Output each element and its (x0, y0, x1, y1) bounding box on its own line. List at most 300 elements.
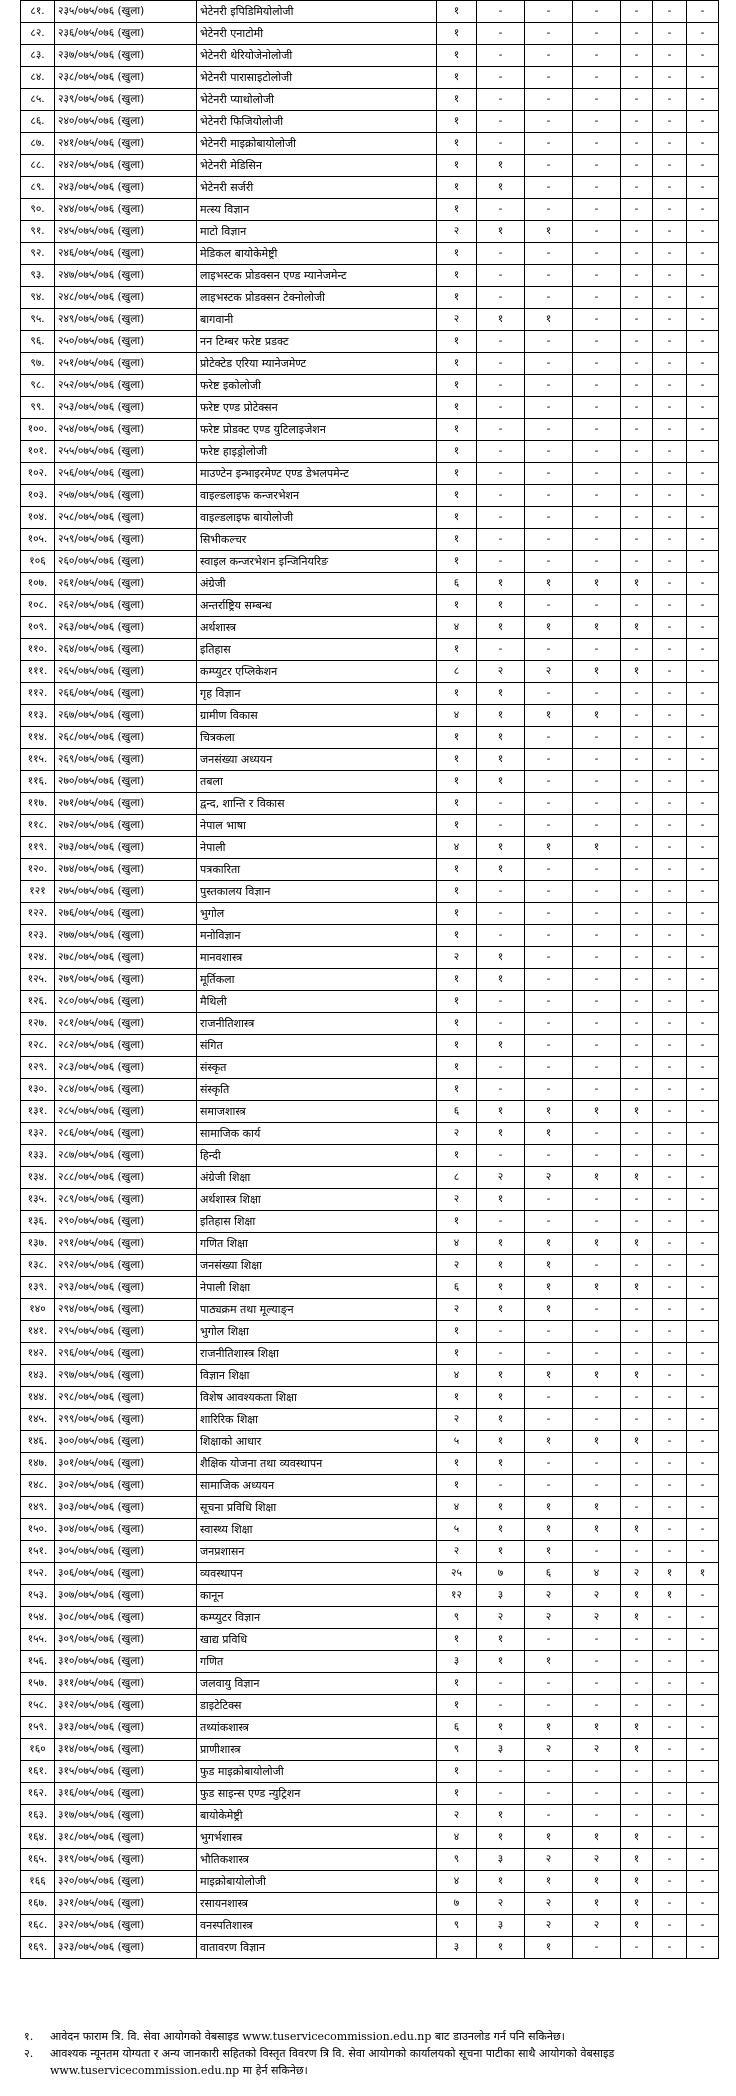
quota-ethnic-cell: - (525, 243, 573, 265)
quota-madhesi-cell: १ (573, 573, 621, 595)
quota-women-cell: १ (477, 1871, 525, 1893)
total-posts-cell: ७ (437, 1893, 477, 1915)
serial-number-cell: १५७. (21, 1673, 55, 1695)
subject-cell: सामाजिक अध्ययन (197, 1475, 437, 1497)
quota-madhesi-cell: - (573, 1387, 621, 1409)
advertisement-number-cell: २९६/०७५/०७६ (खुला) (55, 1343, 197, 1365)
table-row (21, 859, 719, 881)
quota-disabled-cell: - (653, 1365, 687, 1387)
quota-women-cell: - (477, 507, 525, 529)
advertisement-number-cell: २७७/०७५/०७६ (खुला) (55, 925, 197, 947)
quota-madhesi-cell: - (573, 969, 621, 991)
table-row (21, 1673, 719, 1695)
quota-backward-cell: - (687, 375, 719, 397)
total-posts-cell: ३ (437, 1651, 477, 1673)
quota-backward-cell: - (687, 1167, 719, 1189)
quota-madhesi-cell: - (573, 1629, 621, 1651)
quota-women-cell: १ (477, 683, 525, 705)
quota-madhesi-cell: - (573, 1255, 621, 1277)
total-posts-cell: ५ (437, 1519, 477, 1541)
quota-ethnic-cell: - (525, 1409, 573, 1431)
advertisement-number-cell: ३२३/०७५/०७६ (खुला) (55, 1937, 197, 1959)
advertisement-number-cell: २६८/०७५/०७६ (खुला) (55, 727, 197, 749)
advertisement-number-cell: २९९/०७५/०७६ (खुला) (55, 1409, 197, 1431)
quota-women-cell: १ (477, 1255, 525, 1277)
serial-number-cell: १५९. (21, 1717, 55, 1739)
quota-disabled-cell: - (653, 111, 687, 133)
quota-backward-cell: - (687, 1453, 719, 1475)
quota-disabled-cell: - (653, 1849, 687, 1871)
quota-disabled-cell: - (653, 1299, 687, 1321)
advertisement-number-cell: २५७/०७५/०७६ (खुला) (55, 485, 197, 507)
total-posts-cell: १ (437, 639, 477, 661)
quota-ethnic-cell: - (525, 419, 573, 441)
table-row (21, 1277, 719, 1299)
total-posts-cell: ४ (437, 617, 477, 639)
advertisement-number-cell: ३१७/०७५/०७६ (खुला) (55, 1805, 197, 1827)
total-posts-cell: १ (437, 1211, 477, 1233)
table-row (21, 1871, 719, 1893)
quota-disabled-cell: - (653, 1453, 687, 1475)
quota-madhesi-cell: - (573, 419, 621, 441)
subject-cell: फुड साइन्स एण्ड न्युट्रिशन (197, 1783, 437, 1805)
quota-disabled-cell: - (653, 1189, 687, 1211)
quota-backward-cell: - (687, 1365, 719, 1387)
quota-backward-cell: - (687, 23, 719, 45)
quota-dalit-cell: - (621, 1299, 653, 1321)
subject-cell: भेटेनरी प्याथोलोजी (197, 89, 437, 111)
quota-disabled-cell: - (653, 287, 687, 309)
quota-ethnic-cell: - (525, 1783, 573, 1805)
total-posts-cell: १ (437, 45, 477, 67)
serial-number-cell: ८१. (21, 1, 55, 23)
table-row (21, 23, 719, 45)
quota-dalit-cell: १ (621, 1607, 653, 1629)
advertisement-number-cell: २६४/०७५/०७६ (खुला) (55, 639, 197, 661)
total-posts-cell: १ (437, 199, 477, 221)
total-posts-cell: १ (437, 683, 477, 705)
quota-dalit-cell: १ (621, 1827, 653, 1849)
table-row (21, 1057, 719, 1079)
quota-backward-cell: - (687, 1057, 719, 1079)
quota-madhesi-cell: १ (573, 837, 621, 859)
quota-ethnic-cell: - (525, 177, 573, 199)
total-posts-cell: ४ (437, 705, 477, 727)
quota-backward-cell: - (687, 1321, 719, 1343)
quota-madhesi-cell: - (573, 45, 621, 67)
table-row (21, 287, 719, 309)
quota-madhesi-cell: - (573, 1299, 621, 1321)
quota-backward-cell: - (687, 771, 719, 793)
total-posts-cell: १ (437, 1079, 477, 1101)
quota-dalit-cell: - (621, 1541, 653, 1563)
quota-dalit-cell: - (621, 749, 653, 771)
advertisement-number-cell: ३०५/०७५/०७६ (खुला) (55, 1541, 197, 1563)
vacancy-table (20, 0, 719, 1959)
quota-women-cell: - (477, 815, 525, 837)
total-posts-cell: १ (437, 551, 477, 573)
quota-madhesi-cell: - (573, 1673, 621, 1695)
total-posts-cell: १ (437, 133, 477, 155)
quota-women-cell: १ (477, 1805, 525, 1827)
advertisement-number-cell: २७५/०७५/०७६ (खुला) (55, 881, 197, 903)
serial-number-cell: ८७. (21, 133, 55, 155)
quota-madhesi-cell: - (573, 287, 621, 309)
advertisement-number-cell: २७८/०७५/०७६ (खुला) (55, 947, 197, 969)
quota-backward-cell: - (687, 925, 719, 947)
quota-backward-cell: - (687, 1123, 719, 1145)
advertisement-number-cell: २९४/०७५/०७६ (खुला) (55, 1299, 197, 1321)
subject-cell: संस्कृत (197, 1057, 437, 1079)
table-row (21, 1101, 719, 1123)
subject-cell: भुगोल शिक्षा (197, 1321, 437, 1343)
quota-disabled-cell: - (653, 1167, 687, 1189)
quota-backward-cell: - (687, 1343, 719, 1365)
total-posts-cell: ९ (437, 1849, 477, 1871)
quota-dalit-cell: - (621, 1761, 653, 1783)
quota-dalit-cell: - (621, 133, 653, 155)
quota-madhesi-cell: - (573, 23, 621, 45)
advertisement-number-cell: २५१/०७५/०७६ (खुला) (55, 353, 197, 375)
serial-number-cell: १५४. (21, 1607, 55, 1629)
table-row (21, 199, 719, 221)
quota-ethnic-cell: - (525, 1673, 573, 1695)
quota-disabled-cell: - (653, 793, 687, 815)
quota-women-cell: १ (477, 1277, 525, 1299)
quota-disabled-cell: - (653, 683, 687, 705)
subject-cell: नेपाली (197, 837, 437, 859)
total-posts-cell: १ (437, 529, 477, 551)
subject-cell: फरेष्ट इकोलोजी (197, 375, 437, 397)
quota-women-cell: - (477, 1079, 525, 1101)
quota-women-cell: १ (477, 947, 525, 969)
serial-number-cell: १६८. (21, 1915, 55, 1937)
subject-cell: मूर्तिकला (197, 969, 437, 991)
table-row (21, 507, 719, 529)
advertisement-number-cell: ३१२/०७५/०७६ (खुला) (55, 1695, 197, 1717)
advertisement-number-cell: २८६/०७५/०७६ (खुला) (55, 1123, 197, 1145)
subject-cell: स्वाइल कन्जरभेशन इन्जिनियरिङ (197, 551, 437, 573)
total-posts-cell: १ (437, 1145, 477, 1167)
quota-backward-cell: - (687, 1431, 719, 1453)
quota-disabled-cell: - (653, 441, 687, 463)
serial-number-cell: ९०. (21, 199, 55, 221)
table-row (21, 1497, 719, 1519)
quota-dalit-cell: - (621, 1475, 653, 1497)
quota-disabled-cell: - (653, 1013, 687, 1035)
table-row (21, 133, 719, 155)
table-row (21, 1343, 719, 1365)
quota-ethnic-cell: - (525, 89, 573, 111)
total-posts-cell: १ (437, 265, 477, 287)
quota-dalit-cell: - (621, 991, 653, 1013)
quota-backward-cell: - (687, 45, 719, 67)
quota-dalit-cell: - (621, 375, 653, 397)
quota-disabled-cell: - (653, 199, 687, 221)
advertisement-number-cell: २५६/०७५/०७६ (खुला) (55, 463, 197, 485)
table-row (21, 375, 719, 397)
advertisement-number-cell: ३१४/०७५/०७६ (खुला) (55, 1739, 197, 1761)
quota-women-cell: - (477, 925, 525, 947)
quota-madhesi-cell: २ (573, 1739, 621, 1761)
subject-cell: मैथिली (197, 991, 437, 1013)
table-row (21, 1299, 719, 1321)
quota-dalit-cell: १ (621, 1101, 653, 1123)
quota-dalit-cell: - (621, 67, 653, 89)
footnote-text: आवश्यक न्यूनतम योग्यता र अन्य जानकारी सहितको विस्तृत विवरण त्रि वि. सेवा आयोगको कार्यालयको सूचना पाटीका साथै आयोगको वेबसाइड www.tuservicecommission.edu.np मा हेर्न सकिनेछ। (50, 2047, 615, 2077)
serial-number-cell: १४६. (21, 1431, 55, 1453)
quota-dalit-cell: - (621, 881, 653, 903)
total-posts-cell: ६ (437, 1717, 477, 1739)
subject-cell: भेटेनरी पारासाइटोलोजी (197, 67, 437, 89)
quota-backward-cell: - (687, 1629, 719, 1651)
quota-backward-cell: - (687, 1, 719, 23)
quota-madhesi-cell: १ (573, 1497, 621, 1519)
advertisement-number-cell: २५४/०७५/०७६ (खुला) (55, 419, 197, 441)
quota-madhesi-cell: - (573, 1057, 621, 1079)
quota-disabled-cell: - (653, 1651, 687, 1673)
subject-cell: कम्प्युटर विज्ञान (197, 1607, 437, 1629)
quota-women-cell: १ (477, 573, 525, 595)
quota-ethnic-cell: - (525, 749, 573, 771)
table-row (21, 1211, 719, 1233)
total-posts-cell: २ (437, 1541, 477, 1563)
quota-dalit-cell: - (621, 705, 653, 727)
quota-madhesi-cell: १ (573, 1827, 621, 1849)
quota-ethnic-cell: - (525, 1475, 573, 1497)
quota-disabled-cell: - (653, 1717, 687, 1739)
quota-dalit-cell: - (621, 265, 653, 287)
quota-women-cell: १ (477, 1189, 525, 1211)
subject-cell: गणित (197, 1651, 437, 1673)
quota-disabled-cell: - (653, 419, 687, 441)
table-row (21, 1, 719, 23)
advertisement-number-cell: ३११/०७५/०७६ (खुला) (55, 1673, 197, 1695)
table-row (21, 1607, 719, 1629)
quota-women-cell: ३ (477, 1915, 525, 1937)
quota-women-cell: १ (477, 1629, 525, 1651)
quota-disabled-cell: - (653, 1211, 687, 1233)
subject-cell: पाठ्यक्रम तथा मूल्याङ्न (197, 1299, 437, 1321)
subject-cell: पुस्तकालय विज्ञान (197, 881, 437, 903)
subject-cell: कम्प्युटर एप्लिकेशन (197, 661, 437, 683)
subject-cell: प्राणीशास्त्र (197, 1739, 437, 1761)
quota-backward-cell: - (687, 551, 719, 573)
advertisement-number-cell: ३१०/०७५/०७६ (खुला) (55, 1651, 197, 1673)
subject-cell: सामाजिक कार्य (197, 1123, 437, 1145)
quota-backward-cell: - (687, 1607, 719, 1629)
quota-madhesi-cell: - (573, 89, 621, 111)
quota-ethnic-cell: - (525, 463, 573, 485)
quota-disabled-cell: - (653, 1409, 687, 1431)
quota-ethnic-cell: - (525, 1629, 573, 1651)
table-row (21, 1541, 719, 1563)
quota-backward-cell: - (687, 727, 719, 749)
quota-women-cell: २ (477, 661, 525, 683)
table-row (21, 441, 719, 463)
quota-disabled-cell: - (653, 573, 687, 595)
total-posts-cell: १ (437, 397, 477, 419)
quota-women-cell: - (477, 1211, 525, 1233)
quota-madhesi-cell: - (573, 749, 621, 771)
subject-cell: वातावरण विज्ञान (197, 1937, 437, 1959)
subject-cell: मत्स्य विज्ञान (197, 199, 437, 221)
subject-cell: फरेष्ट प्रोडक्ट एण्ड युटिलाइजेशन (197, 419, 437, 441)
subject-cell: तबला (197, 771, 437, 793)
quota-ethnic-cell: - (525, 1211, 573, 1233)
total-posts-cell: १ (437, 815, 477, 837)
quota-dalit-cell: - (621, 1651, 653, 1673)
quota-backward-cell: - (687, 1871, 719, 1893)
table-row (21, 1189, 719, 1211)
subject-cell: भुगोल (197, 903, 437, 925)
advertisement-number-cell: २४२/०७५/०७६ (खुला) (55, 155, 197, 177)
footnote (20, 2028, 718, 2045)
quota-madhesi-cell: १ (573, 1101, 621, 1123)
quota-women-cell: - (477, 45, 525, 67)
quota-dalit-cell: - (621, 925, 653, 947)
advertisement-number-cell: ३१९/०७५/०७६ (खुला) (55, 1849, 197, 1871)
quota-backward-cell: - (687, 419, 719, 441)
quota-madhesi-cell: १ (573, 1871, 621, 1893)
quota-ethnic-cell: १ (525, 1299, 573, 1321)
serial-number-cell: १२९. (21, 1057, 55, 1079)
total-posts-cell: ४ (437, 1365, 477, 1387)
serial-number-cell: १३०. (21, 1079, 55, 1101)
advertisement-number-cell: २८७/०७५/०७६ (खुला) (55, 1145, 197, 1167)
table-row (21, 419, 719, 441)
quota-dalit-cell: - (621, 1057, 653, 1079)
total-posts-cell: १ (437, 1453, 477, 1475)
quota-women-cell: १ (477, 177, 525, 199)
quota-madhesi-cell: - (573, 507, 621, 529)
quota-dalit-cell: - (621, 507, 653, 529)
quota-backward-cell: - (687, 1079, 719, 1101)
quota-ethnic-cell: - (525, 1321, 573, 1343)
quota-madhesi-cell: - (573, 67, 621, 89)
quota-dalit-cell: - (621, 1, 653, 23)
table-row (21, 969, 719, 991)
quota-madhesi-cell: - (573, 155, 621, 177)
quota-dalit-cell: - (621, 727, 653, 749)
quota-ethnic-cell: २ (525, 1739, 573, 1761)
quota-disabled-cell: - (653, 661, 687, 683)
quota-dalit-cell: - (621, 947, 653, 969)
quota-dalit-cell: १ (621, 1365, 653, 1387)
quota-ethnic-cell: २ (525, 1893, 573, 1915)
serial-number-cell: ११६. (21, 771, 55, 793)
quota-madhesi-cell: - (573, 881, 621, 903)
quota-ethnic-cell: १ (525, 1497, 573, 1519)
quota-dalit-cell: - (621, 243, 653, 265)
total-posts-cell: १ (437, 1, 477, 23)
quota-women-cell: - (477, 1673, 525, 1695)
quota-disabled-cell: - (653, 1079, 687, 1101)
advertisement-number-cell: २३९/०७५/०७६ (खुला) (55, 89, 197, 111)
advertisement-number-cell: २४६/०७५/०७६ (खुला) (55, 243, 197, 265)
subject-cell: जनसंख्या शिक्षा (197, 1255, 437, 1277)
quota-dalit-cell: १ (621, 573, 653, 595)
footnote-number: १. (24, 2030, 34, 2043)
serial-number-cell: १४१. (21, 1321, 55, 1343)
advertisement-number-cell: २४८/०७५/०७६ (खुला) (55, 287, 197, 309)
quota-women-cell: - (477, 529, 525, 551)
serial-number-cell: ११५. (21, 749, 55, 771)
advertisement-number-cell: २७३/०७५/०७६ (खुला) (55, 837, 197, 859)
quota-ethnic-cell: - (525, 265, 573, 287)
quota-women-cell: - (477, 265, 525, 287)
quota-ethnic-cell: - (525, 639, 573, 661)
quota-dalit-cell: - (621, 1211, 653, 1233)
quota-backward-cell: - (687, 529, 719, 551)
quota-disabled-cell: - (653, 1739, 687, 1761)
total-posts-cell: १ (437, 1695, 477, 1717)
serial-number-cell: १३६. (21, 1211, 55, 1233)
quota-ethnic-cell: - (525, 529, 573, 551)
table-row (21, 1123, 719, 1145)
serial-number-cell: १४९. (21, 1497, 55, 1519)
total-posts-cell: ३ (437, 1937, 477, 1959)
quota-women-cell: १ (477, 1453, 525, 1475)
quota-ethnic-cell: - (525, 485, 573, 507)
quota-women-cell: १ (477, 1101, 525, 1123)
serial-number-cell: १६७. (21, 1893, 55, 1915)
quota-dalit-cell: - (621, 815, 653, 837)
quota-women-cell: - (477, 331, 525, 353)
quota-women-cell: २ (477, 1167, 525, 1189)
quota-women-cell: ७ (477, 1563, 525, 1585)
quota-disabled-cell: - (653, 89, 687, 111)
quota-madhesi-cell: - (573, 1145, 621, 1167)
quota-backward-cell: - (687, 793, 719, 815)
subject-cell: वाइल्डलाइफ बायोलोजी (197, 507, 437, 529)
quota-backward-cell: - (687, 1233, 719, 1255)
serial-number-cell: १२७. (21, 1013, 55, 1035)
quota-women-cell: - (477, 903, 525, 925)
total-posts-cell: १ (437, 463, 477, 485)
total-posts-cell: १ (437, 1057, 477, 1079)
quota-women-cell: १ (477, 859, 525, 881)
quota-disabled-cell: - (653, 67, 687, 89)
subject-cell: भेटेनरी सर्जरी (197, 177, 437, 199)
table-row (21, 1717, 719, 1739)
quota-madhesi-cell: - (573, 925, 621, 947)
quota-disabled-cell: - (653, 1, 687, 23)
advertisement-number-cell: २७१/०७५/०७६ (खुला) (55, 793, 197, 815)
quota-disabled-cell: - (653, 1123, 687, 1145)
table-row (21, 815, 719, 837)
subject-cell: राजनीतिशास्त्र (197, 1013, 437, 1035)
quota-madhesi-cell: - (573, 1761, 621, 1783)
footnote (20, 2045, 718, 2079)
quota-madhesi-cell: - (573, 1189, 621, 1211)
advertisement-number-cell: २५२/०७५/०७६ (खुला) (55, 375, 197, 397)
quota-madhesi-cell: - (573, 1079, 621, 1101)
total-posts-cell: ५ (437, 1431, 477, 1453)
quota-dalit-cell: - (621, 485, 653, 507)
serial-number-cell: १६६ (21, 1871, 55, 1893)
quota-dalit-cell: १ (621, 1167, 653, 1189)
serial-number-cell: १०७. (21, 573, 55, 595)
quota-backward-cell: - (687, 595, 719, 617)
quota-backward-cell: - (687, 1277, 719, 1299)
table-row (21, 529, 719, 551)
quota-women-cell: १ (477, 1387, 525, 1409)
quota-dalit-cell: १ (621, 1277, 653, 1299)
subject-cell: बागवानी (197, 309, 437, 331)
advertisement-number-cell: २९७/०७५/०७६ (खुला) (55, 1365, 197, 1387)
quota-backward-cell: - (687, 683, 719, 705)
